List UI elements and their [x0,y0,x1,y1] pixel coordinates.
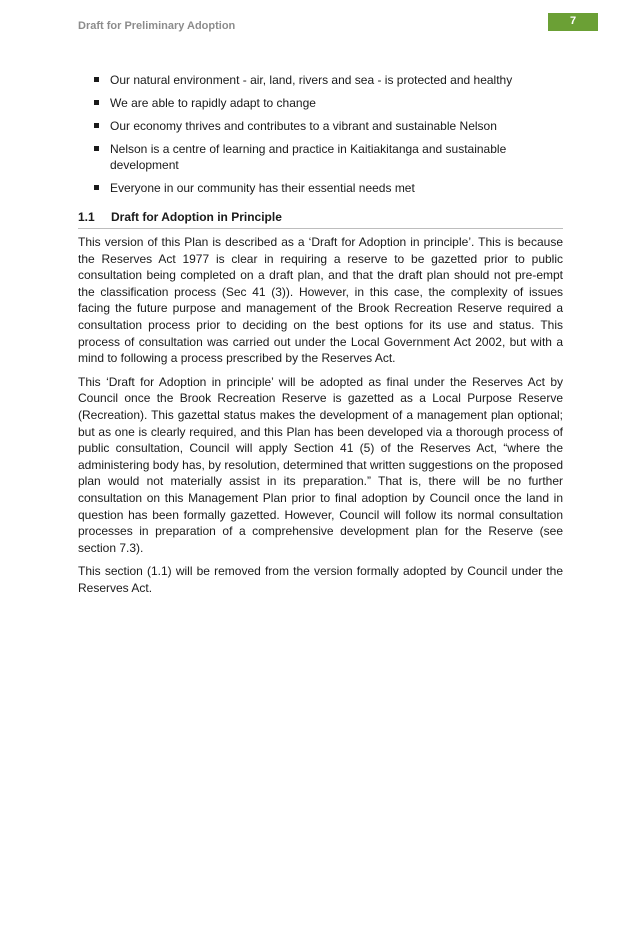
square-bullet-icon [94,100,99,105]
paragraph: This version of this Plan is described as a ‘Draft for Adoption in principle’. This is because the Reserves Act 1977 is clear in requiring a reserve to be gazetted prior to public consultation being completed on a draft plan, and that the draft plan should not pre-empt the classification process (Sec 41 (3)). However, in this case, the complexity of issues facing the future purpose and management of the Brook Recreation Reserve required a consultation process prior to deciding on the best options for its use and status. This process of consultation was carried out under the Local Government Act 2002, but with a mind to following a process prescribed by the Reserves Act. [78,235,563,366]
square-bullet-icon [94,185,99,190]
paragraph: This section (1.1) will be removed from the version formally adopted by Council under the Reserves Act. [78,564,563,595]
list-item [94,141,564,173]
list-item-text: Our natural environment - air, land, rivers and sea - is protected and healthy [110,73,513,87]
section-body [78,234,563,603]
section-number: 1.1 [78,210,95,224]
square-bullet-icon [94,146,99,151]
square-bullet-icon [94,77,99,82]
list-item-text: Our economy thrives and contributes to a vibrant and sustainable Nelson [110,119,497,133]
list-item-text: We are able to rapidly adapt to change [110,96,316,110]
outcomes-bullet-list [94,72,564,203]
list-item [94,118,564,134]
section-title: Draft for Adoption in Principle [111,210,282,224]
list-item [94,95,564,111]
running-header-title: Draft for Preliminary Adoption [78,20,236,32]
list-item [94,72,564,88]
section-heading [78,210,563,229]
page-number-badge: 7 [548,13,598,31]
list-item-text: Everyone in our community has their essential needs met [110,181,415,195]
list-item-text: Nelson is a centre of learning and practice in Kaitiakitanga and sustainable development [110,142,507,172]
square-bullet-icon [94,123,99,128]
paragraph: This ‘Draft for Adoption in principle’ will be adopted as final under the Reserves Act by Council once the Brook Recreation Reserve is gazetted as a Local Purpose Reserve (Recreation). This gazettal status makes the development of a management plan optional; but as one is clearly required, and this Plan has been developed via a thorough process of public consultation, Council will apply Section 41 (5) of the Reserves Act, “where the administering body has, by resolution, determined that written suggestions on the proposed plan would not materially assist in its preparation.” That is, there will be no further consultation on this Management Plan prior to final adoption by Council once the land in question has been formally gazetted. However, Council will follow its normal consultation processes in preparation of a comprehensive development plan for the Reserve (see section 7.3). [78,374,563,555]
list-item [94,180,564,196]
